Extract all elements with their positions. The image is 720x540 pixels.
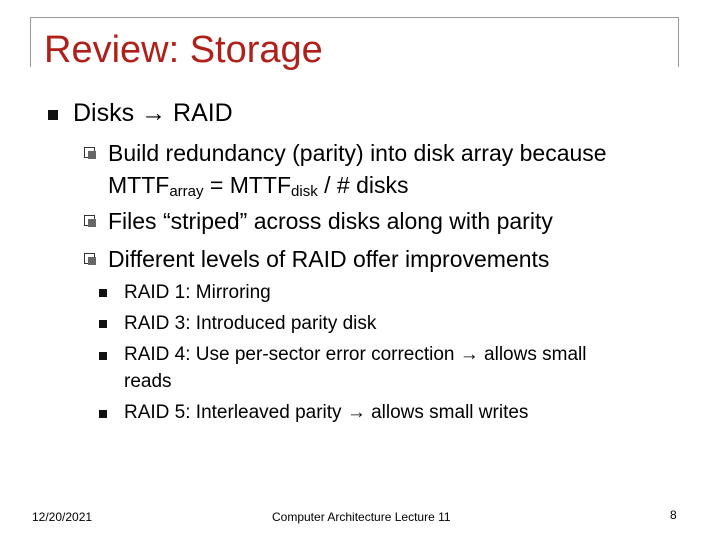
bullet-text: RAID 5: Interleaved parity (124, 402, 347, 423)
bullet-text: RAID 4: Use per-sector error correction (124, 344, 460, 365)
bullet-raid-levels: Different levels of RAID offer improvements (108, 246, 550, 272)
mttf-text: = MTTF (203, 172, 292, 198)
mttf-subscript-disk: disk (291, 183, 318, 200)
bullet-raid1: RAID 1: Mirroring (124, 282, 271, 303)
bullet-shadow (88, 257, 96, 265)
title-frame-top (30, 17, 678, 18)
filled-square-icon (48, 110, 58, 120)
bullet-shadow (88, 219, 96, 227)
filled-square-icon (99, 352, 107, 360)
bullet-redundancy-line1: Build redundancy (parity) into disk array because (108, 140, 607, 166)
footer-page-number: 8 (670, 508, 677, 522)
bullet-redundancy-line2 (108, 169, 408, 208)
bullet-shadow (88, 151, 96, 159)
bullet-disks-raid (73, 98, 233, 128)
footer-date: 12/20/2021 (32, 510, 93, 524)
mttf-text: / # disks (317, 172, 409, 198)
bullet-files-striped: Files “striped” across disks along with parity (108, 208, 553, 234)
footer-course: Computer Architecture Lecture 11 (272, 510, 451, 524)
bullet-text: allows small (478, 344, 587, 365)
mttf-text: MTTF (108, 172, 170, 198)
hollow-square-icon (84, 147, 95, 158)
filled-square-icon (99, 289, 107, 297)
mttf-subscript-array: array (169, 183, 204, 200)
slide-title: Review: Storage (44, 29, 323, 71)
filled-square-icon (99, 320, 107, 328)
bullet-text: RAID (166, 99, 233, 127)
hollow-square-icon (84, 215, 95, 226)
hollow-square-icon (84, 253, 95, 264)
title-frame-left (30, 17, 31, 67)
right-arrow-icon: → (346, 402, 366, 423)
bullet-raid4-line1 (124, 342, 586, 368)
filled-square-icon (99, 410, 107, 418)
bullet-raid4-line2: reads (124, 371, 172, 392)
bullet-raid3: RAID 3: Introduced parity disk (124, 313, 377, 334)
bullet-text: allows small writes (365, 402, 529, 423)
title-frame-right (678, 17, 679, 67)
right-arrow-icon: → (141, 99, 167, 127)
bullet-raid5 (124, 400, 528, 426)
right-arrow-icon: → (459, 344, 479, 365)
bullet-text: Disks (73, 99, 142, 127)
